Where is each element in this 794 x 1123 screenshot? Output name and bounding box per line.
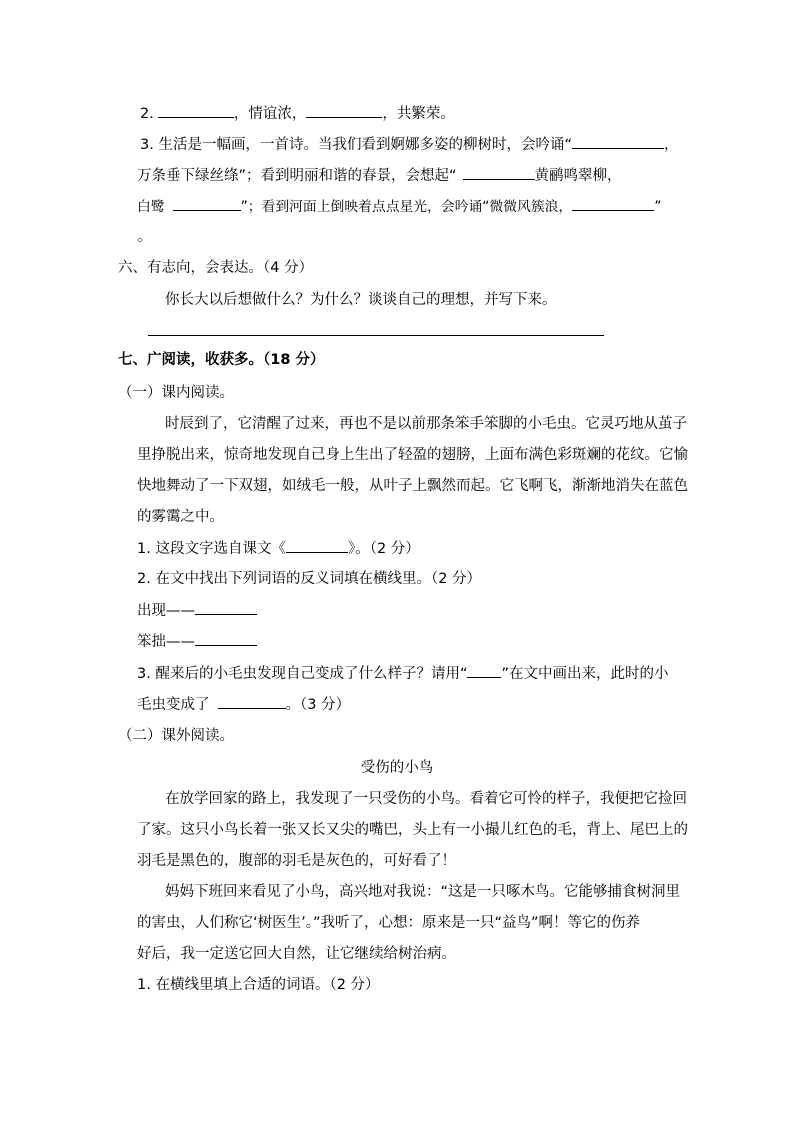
question-7-3-line1 (137, 663, 668, 684)
question-5-3-line3 (137, 196, 661, 217)
answer-blank[interactable] (306, 103, 382, 118)
question-text: ，情谊浓， (233, 106, 307, 122)
answer-blank[interactable] (158, 103, 234, 118)
question-text: 3. 生活是一幅画，一首诗。当我们看到婀娜多姿的柳树时，会吟诵“ (140, 137, 572, 153)
antonym-word: 出现—— (137, 603, 195, 619)
antonym-item (137, 600, 257, 621)
passage-1-line: 的雾霭之中。 (137, 509, 224, 525)
question-7-4: 1. 在横线里填上合适的词语。（2 分） (137, 977, 380, 993)
story-title: 受伤的小鸟 (360, 760, 434, 776)
underline-symbol (467, 663, 501, 678)
question-5-3-line2 (137, 165, 622, 186)
passage-1-line: 快地舞动了一下双翅，如绒毛一般，从叶子上飘然而起。它飞啊飞，渐渐地消失在蓝色 (137, 478, 688, 494)
passage-1-line: 时辰到了，它清醒了过来，再也不是以前那条笨手笨脚的小毛虫。它灵巧地从茧子 (165, 416, 687, 432)
question-text: 3. 醒来后的小毛虫发现自己变成了什么样子？请用“ (137, 666, 468, 682)
answer-blank[interactable] (463, 165, 535, 180)
section-7-heading: 七、广阅读，收获多。（18 分） (118, 352, 325, 368)
question-7-1 (137, 538, 420, 559)
section-6-prompt: 你长大以后想做什么？为什么？谈谈自己的理想，并写下来。 (165, 292, 557, 308)
answer-blank[interactable] (173, 196, 241, 211)
passage-2-line: 妈妈下班回来看见了小鸟，高兴地对我说：“这是一只啄木鸟。它能够捕食树洞里 (165, 884, 681, 900)
passage-1-line: 里挣脱出来，惊奇地发现自己身上生出了轻盈的翅膀，上面布满色彩斑斓的花纹。它愉 (137, 447, 688, 463)
question-text: 1. 这段文字选自课文《 (137, 541, 286, 557)
antonym-word: 笨拙—— (137, 634, 195, 650)
question-5-2 (140, 103, 455, 124)
question-text: 万条垂下绿丝绦”；看到明丽和谐的春景，会想起“ (137, 168, 457, 184)
answer-blank[interactable] (195, 631, 257, 646)
answer-blank[interactable] (572, 134, 664, 149)
question-text: 》。（2 分） (347, 541, 420, 557)
question-text: ”；看到河面上倒映着点点星光，会吟诵“微微风簇浪， (240, 199, 573, 215)
subsection-1-heading: （一）课内阅读。 (118, 385, 234, 401)
question-text: 。 (137, 229, 152, 245)
answer-blank[interactable] (195, 600, 257, 615)
question-7-2: 2. 在文中找出下列词语的反义词填在横线里。（2 分） (137, 571, 482, 587)
question-7-3-line2 (137, 694, 350, 715)
answer-blank[interactable] (218, 694, 286, 709)
passage-2-line: 好后，我一定送它回大自然，让它继续给树治病。 (137, 946, 456, 962)
question-text: 。（3 分） (285, 697, 351, 713)
question-text: ，共繁荣。 (382, 106, 455, 122)
section-6-heading: 六、有志向，会表达。（4 分） (118, 260, 314, 276)
question-text: 黄鹂鸣翠柳， (534, 168, 622, 184)
question-5-3-line4 (137, 227, 152, 247)
passage-2-line: 了家。这只小鸟长着一张又长又尖的嘴巴，头上有一小撮儿红色的毛，背上、尾巴上的 (137, 822, 688, 838)
question-text: ” (654, 199, 662, 215)
question-text: ”在文中画出来，此时的小 (501, 666, 669, 682)
answer-blank[interactable] (572, 196, 654, 211)
answer-line[interactable] (148, 335, 604, 336)
answer-blank[interactable] (286, 538, 348, 553)
question-text: ， (663, 137, 679, 153)
question-5-3-line1 (140, 134, 678, 155)
passage-2-line: 在放学回家的路上，我发现了一只受伤的小鸟。看着它可怜的样子，我便把它捡回 (165, 791, 687, 807)
question-text: 白鹭 (137, 199, 165, 215)
passage-2-line: 羽毛是黑色的，腹部的羽毛是灰色的，可好看了！ (137, 853, 456, 869)
subsection-2-heading: （二）课外阅读。 (118, 728, 234, 744)
question-number: 2. (140, 106, 154, 122)
antonym-item (137, 631, 257, 652)
question-text: 毛虫变成了 (137, 697, 210, 713)
passage-2-line: 的害虫，人们称它‘树医生’。”我听了，心想：原来是一只“益鸟”啊！等它的伤养 (137, 915, 641, 931)
